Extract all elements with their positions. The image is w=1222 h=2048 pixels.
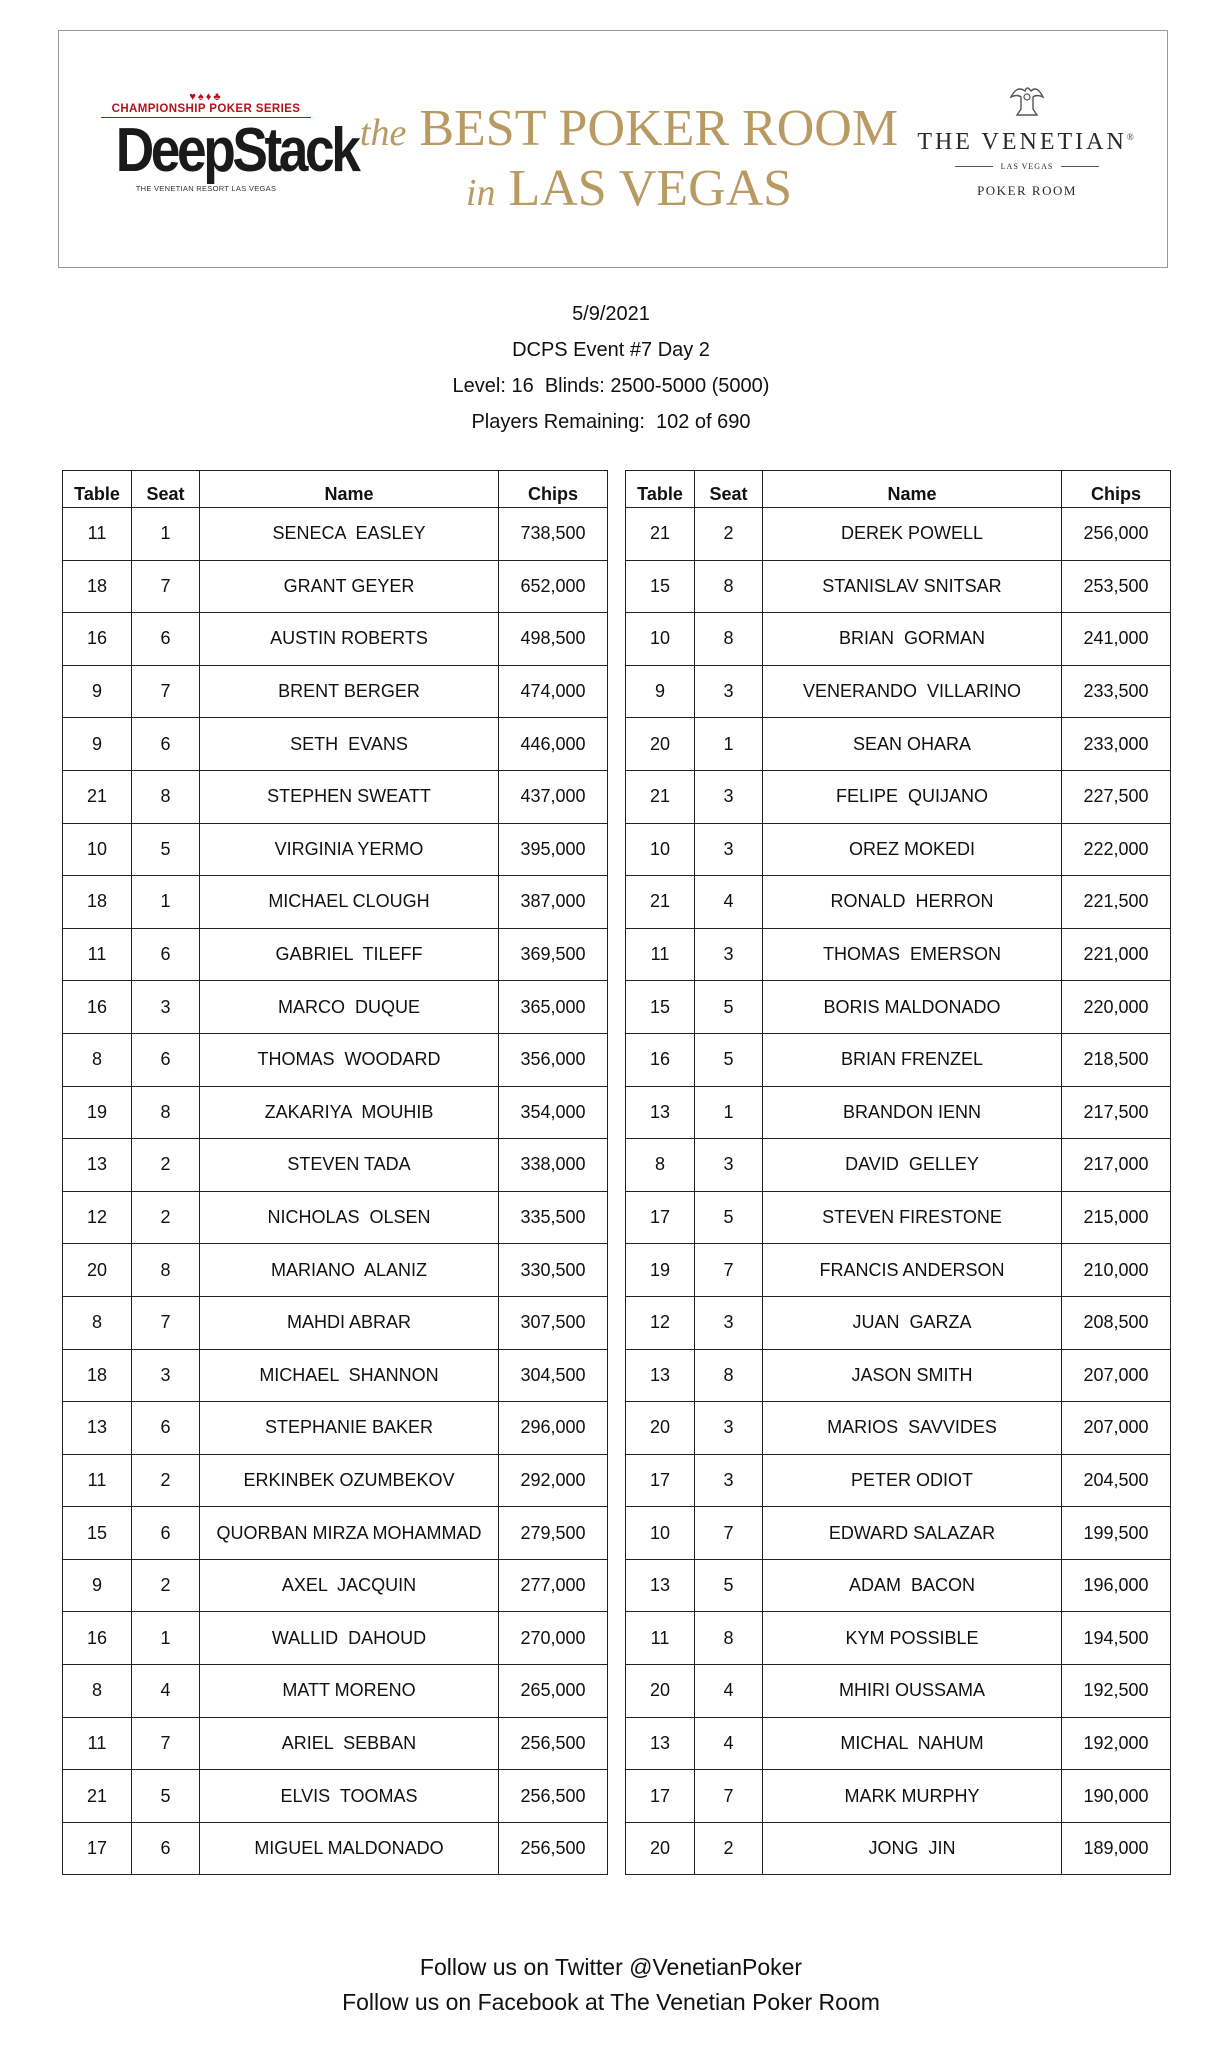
- cell-table: 21: [626, 508, 695, 561]
- cell-player-name: ZAKARIYA MOUHIB: [200, 1086, 499, 1139]
- cell-chips: 652,000: [499, 560, 608, 613]
- event-info: [0, 296, 1222, 440]
- cell-seat: 8: [695, 1349, 763, 1402]
- cell-chips: 189,000: [1062, 1822, 1171, 1875]
- table-row: [63, 981, 608, 1034]
- table-row: [63, 1296, 608, 1349]
- cell-seat: 8: [695, 1612, 763, 1665]
- table-row: [63, 823, 608, 876]
- col-name-header: Name: [200, 471, 499, 508]
- cell-chips: 218,500: [1062, 1033, 1171, 1086]
- cell-player-name: STEPHEN SWEATT: [200, 770, 499, 823]
- cell-seat: 7: [695, 1770, 763, 1823]
- table-row: [626, 718, 1171, 771]
- cell-seat: 7: [695, 1507, 763, 1560]
- venetian-logo: [907, 83, 1147, 199]
- cell-player-name: MICHAEL CLOUGH: [200, 876, 499, 929]
- cell-chips: 215,000: [1062, 1191, 1171, 1244]
- cell-seat: 6: [132, 1507, 200, 1560]
- cell-player-name: ERKINBEK OZUMBEKOV: [200, 1454, 499, 1507]
- cell-seat: 1: [695, 718, 763, 771]
- cell-chips: 207,000: [1062, 1402, 1171, 1455]
- cell-player-name: STANISLAV SNITSAR: [763, 560, 1062, 613]
- col-seat-header: Seat: [132, 471, 200, 508]
- cell-seat: 6: [132, 1402, 200, 1455]
- table-row: [626, 876, 1171, 929]
- table-row: [63, 1454, 608, 1507]
- cell-chips: 365,000: [499, 981, 608, 1034]
- deepstack-series-label: CHAMPIONSHIP POKER SERIES: [101, 103, 311, 118]
- cell-player-name: SETH EVANS: [200, 718, 499, 771]
- cell-table: 17: [63, 1822, 132, 1875]
- winged-lion-icon: [907, 83, 1147, 127]
- table-row: [626, 1349, 1171, 1402]
- cell-chips: 210,000: [1062, 1244, 1171, 1297]
- tagline-the: the: [359, 112, 407, 154]
- cell-table: 21: [626, 876, 695, 929]
- cell-chips: 738,500: [499, 508, 608, 561]
- cell-chips: 233,000: [1062, 718, 1171, 771]
- cell-player-name: VENERANDO VILLARINO: [763, 665, 1062, 718]
- cell-chips: 222,000: [1062, 823, 1171, 876]
- cell-seat: 7: [132, 560, 200, 613]
- table-row: [63, 876, 608, 929]
- cell-table: 18: [63, 1349, 132, 1402]
- table-row: [63, 1822, 608, 1875]
- table-row: [63, 1244, 608, 1297]
- cell-table: 13: [63, 1139, 132, 1192]
- cell-seat: 4: [132, 1665, 200, 1718]
- tagline-las-vegas: LAS VEGAS: [508, 160, 793, 217]
- cell-table: 21: [626, 770, 695, 823]
- cell-seat: 6: [132, 613, 200, 666]
- cell-chips: 296,000: [499, 1402, 608, 1455]
- cell-player-name: STEVEN FIRESTONE: [763, 1191, 1062, 1244]
- cell-chips: 217,500: [1062, 1086, 1171, 1139]
- cell-chips: 354,000: [499, 1086, 608, 1139]
- table-row: [63, 1402, 608, 1455]
- cell-seat: 7: [695, 1244, 763, 1297]
- cell-table: 20: [63, 1244, 132, 1297]
- event-date: 5/9/2021: [572, 303, 650, 325]
- cell-player-name: BORIS MALDONADO: [763, 981, 1062, 1034]
- table-row: [626, 1086, 1171, 1139]
- cell-chips: 369,500: [499, 928, 608, 981]
- table-row: [63, 1612, 608, 1665]
- banner-tagline: [359, 101, 899, 221]
- cell-table: 8: [63, 1296, 132, 1349]
- cell-chips: 253,500: [1062, 560, 1171, 613]
- cell-table: 11: [626, 1612, 695, 1665]
- table-row: [63, 718, 608, 771]
- cell-player-name: RONALD HERRON: [763, 876, 1062, 929]
- cell-seat: 4: [695, 876, 763, 929]
- cell-chips: 292,000: [499, 1454, 608, 1507]
- cell-player-name: JONG JIN: [763, 1822, 1062, 1875]
- table-row: [626, 981, 1171, 1034]
- cell-table: 9: [63, 718, 132, 771]
- cell-table: 10: [626, 613, 695, 666]
- table-row: [626, 1454, 1171, 1507]
- cell-table: 18: [63, 560, 132, 613]
- table-row: [626, 1770, 1171, 1823]
- cell-player-name: MARCO DUQUE: [200, 981, 499, 1034]
- cell-seat: 3: [695, 665, 763, 718]
- facebook-follow: Follow us on Facebook at The Venetian Poker Room: [342, 1989, 880, 2015]
- cell-chips: 335,500: [499, 1191, 608, 1244]
- cell-player-name: MARIOS SAVVIDES: [763, 1402, 1062, 1455]
- cell-player-name: EDWARD SALAZAR: [763, 1507, 1062, 1560]
- col-name-header: Name: [763, 471, 1062, 508]
- deepstack-logo: [101, 91, 358, 193]
- cell-seat: 1: [132, 876, 200, 929]
- cell-seat: 7: [132, 1717, 200, 1770]
- cell-table: 20: [626, 1822, 695, 1875]
- cell-player-name: THOMAS WOODARD: [200, 1033, 499, 1086]
- cell-seat: 5: [695, 1559, 763, 1612]
- cell-player-name: FELIPE QUIJANO: [763, 770, 1062, 823]
- cell-chips: 233,500: [1062, 665, 1171, 718]
- cell-chips: 437,000: [499, 770, 608, 823]
- cell-chips: 270,000: [499, 1612, 608, 1665]
- cell-table: 12: [63, 1191, 132, 1244]
- cell-chips: 190,000: [1062, 1770, 1171, 1823]
- header-banner: [58, 30, 1168, 268]
- cell-chips: 208,500: [1062, 1296, 1171, 1349]
- cell-chips: 204,500: [1062, 1454, 1171, 1507]
- cell-player-name: ELVIS TOOMAS: [200, 1770, 499, 1823]
- cell-seat: 8: [695, 560, 763, 613]
- col-table-header: Table: [63, 471, 132, 508]
- table-row: [63, 1033, 608, 1086]
- event-name: DCPS Event #7 Day 2: [512, 339, 710, 361]
- cell-player-name: THOMAS EMERSON: [763, 928, 1062, 981]
- cell-table: 10: [626, 1507, 695, 1560]
- cell-seat: 2: [132, 1454, 200, 1507]
- table-row: [626, 823, 1171, 876]
- cell-table: 11: [63, 1717, 132, 1770]
- cell-seat: 8: [132, 1244, 200, 1297]
- table-row: [63, 1507, 608, 1560]
- cell-table: 19: [63, 1086, 132, 1139]
- cell-chips: 304,500: [499, 1349, 608, 1402]
- cell-table: 18: [63, 876, 132, 929]
- cell-player-name: JUAN GARZA: [763, 1296, 1062, 1349]
- cell-chips: 196,000: [1062, 1559, 1171, 1612]
- cell-chips: 279,500: [499, 1507, 608, 1560]
- cell-seat: 4: [695, 1717, 763, 1770]
- cell-player-name: SENECA EASLEY: [200, 508, 499, 561]
- cell-seat: 7: [132, 1296, 200, 1349]
- venetian-name: THE VENETIAN: [917, 129, 1127, 155]
- table-row: [63, 560, 608, 613]
- cell-player-name: WALLID DAHOUD: [200, 1612, 499, 1665]
- cell-player-name: BRENT BERGER: [200, 665, 499, 718]
- cell-player-name: AUSTIN ROBERTS: [200, 613, 499, 666]
- cell-table: 11: [63, 928, 132, 981]
- cell-player-name: STEPHANIE BAKER: [200, 1402, 499, 1455]
- cell-seat: 3: [695, 1296, 763, 1349]
- cell-chips: 338,000: [499, 1139, 608, 1192]
- col-table-header: Table: [626, 471, 695, 508]
- cell-table: 13: [626, 1559, 695, 1612]
- cell-table: 15: [626, 560, 695, 613]
- cell-seat: 1: [132, 508, 200, 561]
- cell-chips: 217,000: [1062, 1139, 1171, 1192]
- cell-player-name: MARK MURPHY: [763, 1770, 1062, 1823]
- table-row: [626, 1507, 1171, 1560]
- cell-table: 13: [626, 1086, 695, 1139]
- cell-seat: 5: [132, 1770, 200, 1823]
- cell-seat: 3: [695, 928, 763, 981]
- players-remaining: Players Remaining: 102 of 690: [471, 411, 751, 433]
- cell-table: 21: [63, 1770, 132, 1823]
- cell-seat: 2: [695, 508, 763, 561]
- cell-seat: 5: [695, 1191, 763, 1244]
- cell-chips: 446,000: [499, 718, 608, 771]
- cell-table: 11: [63, 1454, 132, 1507]
- cell-player-name: SEAN OHARA: [763, 718, 1062, 771]
- footer: [0, 1950, 1222, 2020]
- table-row: [626, 1717, 1171, 1770]
- cell-player-name: BRIAN FRENZEL: [763, 1033, 1062, 1086]
- cell-chips: 221,500: [1062, 876, 1171, 929]
- cell-chips: 256,500: [499, 1770, 608, 1823]
- event-level-blinds: Level: 16 Blinds: 2500-5000 (5000): [452, 375, 770, 397]
- cell-table: 20: [626, 1665, 695, 1718]
- cell-chips: 387,000: [499, 876, 608, 929]
- cell-table: 20: [626, 1402, 695, 1455]
- cell-table: 10: [63, 823, 132, 876]
- cell-seat: 6: [132, 1033, 200, 1086]
- cell-chips: 395,000: [499, 823, 608, 876]
- cell-table: 13: [626, 1717, 695, 1770]
- cell-table: 8: [63, 1665, 132, 1718]
- table-row: [626, 1822, 1171, 1875]
- cell-table: 13: [63, 1402, 132, 1455]
- cell-player-name: GRANT GEYER: [200, 560, 499, 613]
- tagline-in: in: [465, 172, 496, 214]
- table-row: [63, 1349, 608, 1402]
- cell-chips: 277,000: [499, 1559, 608, 1612]
- cell-player-name: BRANDON IENN: [763, 1086, 1062, 1139]
- cell-player-name: DEREK POWELL: [763, 508, 1062, 561]
- table-row: [63, 1086, 608, 1139]
- cell-table: 11: [63, 508, 132, 561]
- cell-seat: 4: [695, 1665, 763, 1718]
- cell-seat: 2: [132, 1139, 200, 1192]
- cell-player-name: OREZ MOKEDI: [763, 823, 1062, 876]
- cell-table: 9: [626, 665, 695, 718]
- cell-table: 11: [626, 928, 695, 981]
- cell-seat: 3: [695, 1454, 763, 1507]
- cell-player-name: DAVID GELLEY: [763, 1139, 1062, 1192]
- cell-player-name: QUORBAN MIRZA MOHAMMAD: [200, 1507, 499, 1560]
- cell-chips: 356,000: [499, 1033, 608, 1086]
- cell-chips: 265,000: [499, 1665, 608, 1718]
- cell-table: 21: [63, 770, 132, 823]
- cell-seat: 3: [695, 770, 763, 823]
- deepstack-wordmark: DeepStack: [115, 116, 358, 185]
- cell-player-name: NICHOLAS OLSEN: [200, 1191, 499, 1244]
- cell-chips: 194,500: [1062, 1612, 1171, 1665]
- twitter-follow: Follow us on Twitter @VenetianPoker: [419, 1954, 803, 1980]
- cell-seat: 8: [132, 1086, 200, 1139]
- table-row: [63, 613, 608, 666]
- cell-player-name: MICHAEL SHANNON: [200, 1349, 499, 1402]
- cell-seat: 5: [132, 823, 200, 876]
- cell-player-name: ARIEL SEBBAN: [200, 1717, 499, 1770]
- table-row: [626, 1033, 1171, 1086]
- cell-chips: 220,000: [1062, 981, 1171, 1034]
- table-header-row: [63, 471, 608, 508]
- table-row: [626, 1191, 1171, 1244]
- cell-table: 17: [626, 1191, 695, 1244]
- table-row: [626, 1139, 1171, 1192]
- cell-seat: 6: [132, 928, 200, 981]
- table-header-row: [626, 471, 1171, 508]
- cell-table: 13: [626, 1349, 695, 1402]
- cell-seat: 7: [132, 665, 200, 718]
- table-row: [63, 1139, 608, 1192]
- table-row: [63, 508, 608, 561]
- cell-player-name: STEVEN TADA: [200, 1139, 499, 1192]
- cell-table: 9: [63, 1559, 132, 1612]
- cell-chips: 256,500: [499, 1717, 608, 1770]
- cell-chips: 207,000: [1062, 1349, 1171, 1402]
- chip-counts-table-right: [625, 470, 1171, 1875]
- cell-player-name: VIRGINIA YERMO: [200, 823, 499, 876]
- cell-player-name: GABRIEL TILEFF: [200, 928, 499, 981]
- cell-player-name: ADAM BACON: [763, 1559, 1062, 1612]
- cell-table: 10: [626, 823, 695, 876]
- table-row: [626, 1559, 1171, 1612]
- cell-table: 16: [63, 1612, 132, 1665]
- table-row: [63, 665, 608, 718]
- cell-chips: 227,500: [1062, 770, 1171, 823]
- cell-table: 16: [63, 613, 132, 666]
- cell-chips: 199,500: [1062, 1507, 1171, 1560]
- table-row: [626, 1244, 1171, 1297]
- cell-player-name: MIGUEL MALDONADO: [200, 1822, 499, 1875]
- cell-chips: 307,500: [499, 1296, 608, 1349]
- cell-player-name: BRIAN GORMAN: [763, 613, 1062, 666]
- cell-player-name: MICHAL NAHUM: [763, 1717, 1062, 1770]
- table-row: [63, 1559, 608, 1612]
- divider: [955, 166, 993, 167]
- table-row: [626, 560, 1171, 613]
- cell-seat: 3: [695, 1402, 763, 1455]
- table-row: [626, 1402, 1171, 1455]
- cell-seat: 2: [695, 1822, 763, 1875]
- venetian-city: LAS VEGAS: [1000, 162, 1054, 171]
- cell-table: 15: [626, 981, 695, 1034]
- table-row: [63, 1191, 608, 1244]
- cell-seat: 2: [132, 1191, 200, 1244]
- table-row: [63, 1665, 608, 1718]
- table-row: [626, 508, 1171, 561]
- cell-seat: 3: [695, 823, 763, 876]
- table-row: [626, 665, 1171, 718]
- cell-seat: 8: [695, 613, 763, 666]
- cell-table: 8: [626, 1139, 695, 1192]
- cell-seat: 3: [132, 1349, 200, 1402]
- cell-chips: 256,500: [499, 1822, 608, 1875]
- cell-seat: 3: [695, 1139, 763, 1192]
- cell-seat: 3: [132, 981, 200, 1034]
- registered-mark: ®: [1126, 132, 1137, 142]
- chip-counts-table-left: [62, 470, 608, 1875]
- table-row: [626, 1612, 1171, 1665]
- table-row: [626, 770, 1171, 823]
- cell-seat: 1: [132, 1612, 200, 1665]
- table-row: [626, 613, 1171, 666]
- cell-table: 16: [626, 1033, 695, 1086]
- cell-player-name: FRANCIS ANDERSON: [763, 1244, 1062, 1297]
- cell-player-name: JASON SMITH: [763, 1349, 1062, 1402]
- cell-player-name: MARIANO ALANIZ: [200, 1244, 499, 1297]
- cell-player-name: AXEL JACQUIN: [200, 1559, 499, 1612]
- cell-table: 15: [63, 1507, 132, 1560]
- cell-chips: 498,500: [499, 613, 608, 666]
- cell-chips: 221,000: [1062, 928, 1171, 981]
- tagline-best-poker-room: BEST POKER ROOM: [419, 100, 899, 157]
- table-row: [63, 928, 608, 981]
- divider: [1061, 166, 1099, 167]
- col-seat-header: Seat: [695, 471, 763, 508]
- cell-table: 16: [63, 981, 132, 1034]
- card-suits-icon: ♥♠♦♣: [189, 91, 223, 103]
- cell-chips: 241,000: [1062, 613, 1171, 666]
- table-row: [626, 1296, 1171, 1349]
- cell-chips: 192,000: [1062, 1717, 1171, 1770]
- cell-player-name: MHIRI OUSSAMA: [763, 1665, 1062, 1718]
- cell-chips: 256,000: [1062, 508, 1171, 561]
- table-row: [63, 1717, 608, 1770]
- cell-seat: 5: [695, 1033, 763, 1086]
- col-chips-header: Chips: [499, 471, 608, 508]
- table-row: [63, 770, 608, 823]
- cell-table: 19: [626, 1244, 695, 1297]
- cell-seat: 6: [132, 1822, 200, 1875]
- cell-chips: 192,500: [1062, 1665, 1171, 1718]
- cell-chips: 330,500: [499, 1244, 608, 1297]
- cell-player-name: PETER ODIOT: [763, 1454, 1062, 1507]
- table-row: [626, 1665, 1171, 1718]
- table-row: [63, 1770, 608, 1823]
- cell-seat: 5: [695, 981, 763, 1034]
- cell-table: 20: [626, 718, 695, 771]
- venetian-poker-room: POKER ROOM: [977, 183, 1077, 198]
- cell-chips: 474,000: [499, 665, 608, 718]
- cell-table: 8: [63, 1033, 132, 1086]
- cell-seat: 8: [132, 770, 200, 823]
- cell-seat: 2: [132, 1559, 200, 1612]
- cell-player-name: MATT MORENO: [200, 1665, 499, 1718]
- cell-table: 17: [626, 1454, 695, 1507]
- table-row: [626, 928, 1171, 981]
- cell-table: 9: [63, 665, 132, 718]
- cell-seat: 6: [132, 718, 200, 771]
- cell-player-name: MAHDI ABRAR: [200, 1296, 499, 1349]
- cell-seat: 1: [695, 1086, 763, 1139]
- col-chips-header: Chips: [1062, 471, 1171, 508]
- cell-table: 17: [626, 1770, 695, 1823]
- cell-table: 12: [626, 1296, 695, 1349]
- cell-player-name: KYM POSSIBLE: [763, 1612, 1062, 1665]
- deepstack-subtitle: THE VENETIAN RESORT LAS VEGAS: [135, 184, 277, 193]
